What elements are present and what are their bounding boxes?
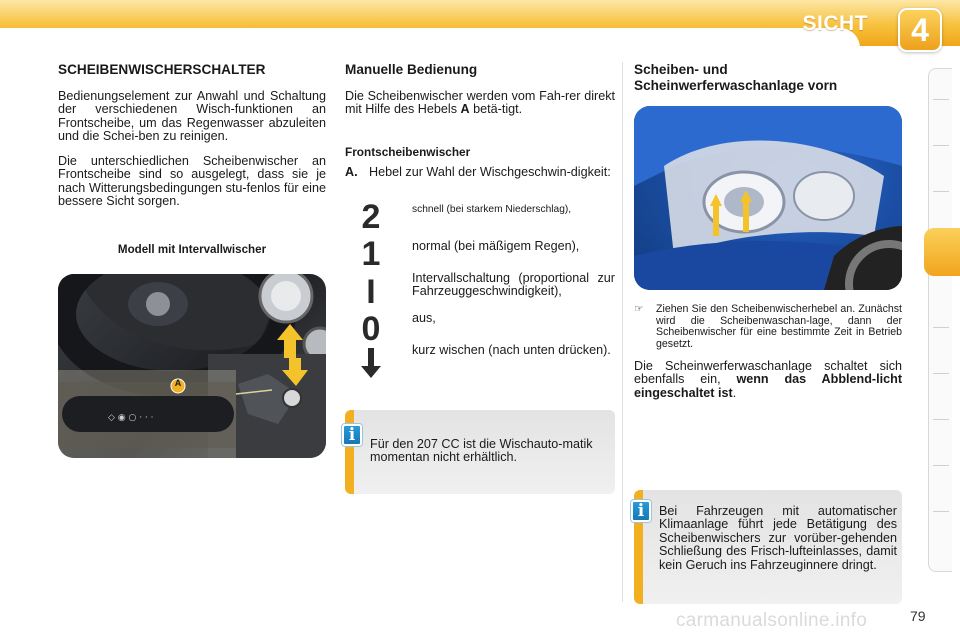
- headlamp-washer-condition: wenn das Abblend-licht eingeschaltet ist: [634, 372, 903, 400]
- speed-text-normal: normal (bei mäßigem Regen),: [412, 239, 580, 253]
- svg-text:◇ ◉ ○ · · ·: ◇ ◉ ○ · · ·: [108, 413, 154, 423]
- wiper-stalk-illustration: [58, 274, 326, 458]
- speed-text-interval: Intervallschaltung (proportional zur Fahrzeuggeschwindigkeit),: [412, 271, 615, 299]
- pointing-hand-icon: ☞: [634, 303, 644, 315]
- header-base: [0, 46, 960, 56]
- chapter-tab-strip: [928, 68, 952, 572]
- tab-divider: [933, 191, 949, 192]
- tab-divider: [933, 373, 949, 374]
- active-chapter-tab: [924, 228, 960, 276]
- stalk-label-a: A: [174, 378, 182, 388]
- manual-intro-end: betä-tigt.: [473, 102, 523, 117]
- tab-divider: [933, 419, 949, 420]
- speed-symbol-interval: I: [366, 273, 376, 311]
- subheading-front-wiper: Frontscheibenwischer: [345, 145, 471, 159]
- lever-a-reference: A: [460, 102, 470, 117]
- info-text-climate: Bei Fahrzeugen mit automatischer Klimaanlage führt jede Betätigung des Scheibenwischers zur vorüber-gehenden Schließung des Frisch-lufteinlasses, damit kein Geruch ins Fahrzeuginnere dringt.: [659, 504, 897, 572]
- section-heading-wiper-switch: SCHEIBENWISCHERSCHALTER: [58, 62, 266, 77]
- header-curve: [0, 28, 860, 48]
- headlamp-washer-photo: [634, 106, 902, 290]
- item-a-text: Hebel zur Wahl der Wischgeschwin-digkeit:: [369, 165, 611, 179]
- section-heading-washer-line1: Scheiben- und: [634, 62, 728, 77]
- photo-caption: Modell mit Intervallwischer: [117, 243, 267, 256]
- section-heading-washer-line2: Scheinwerferwaschanlage vorn: [634, 78, 838, 93]
- wiper-stalk-photo: [58, 274, 326, 458]
- intro-paragraph-2: Die unterschiedlichen Scheibenwischer an Frontscheibe sind so ausgelegt, dass sie je nach Witterungsbedingungen stu-fenlos für eine bessere Sicht sorgen.: [58, 154, 326, 209]
- page-number: 79: [910, 608, 926, 624]
- column-separator: [622, 62, 623, 602]
- tab-divider: [933, 511, 949, 512]
- speed-symbol-0: 0: [361, 310, 381, 348]
- tab-divider: [933, 465, 949, 466]
- headlamp-washer-paragraph: [634, 360, 902, 400]
- headlamp-washer-text: Die Scheinwerferwaschanlage schaltet sich ebenfalls ein,: [634, 359, 902, 387]
- item-marker-a: A.: [345, 165, 358, 179]
- tab-divider: [933, 327, 949, 328]
- info-text-207cc: Für den 207 CC ist die Wischauto-matik momentan nicht erhältlich.: [370, 437, 593, 465]
- washer-instruction: Ziehen Sie den Scheibenwischerhebel an. Zunächst wird die Scheibenwaschan-lage, dann der Scheibenwischer für eine bestimmte Zeit in Betrieb gesetzt.: [656, 303, 902, 350]
- speed-text-off: aus,: [412, 311, 436, 325]
- info-icon: i: [631, 500, 651, 522]
- intro-paragraph: Bedienungselement zur Anwahl und Schaltung der verschiedenen Wisch-funktionen an Frontscheibe, um das Regenwasser abzuleiten und die Schei-ben zu reinigen.: [58, 89, 326, 144]
- headlamp-washer-end: .: [732, 385, 737, 400]
- info-icon: i: [342, 424, 362, 446]
- arrow-down-icon: [358, 348, 384, 378]
- section-heading-manual-operation: Manuelle Bedienung: [345, 62, 478, 77]
- chapter-title: SICHT: [802, 12, 868, 35]
- manual-intro-text: Die Scheibenwischer werden vom Fah-rer direkt mit Hilfe des Hebels: [345, 89, 615, 117]
- manual-intro: [345, 90, 615, 117]
- speed-text-fast: schnell (bei starkem Niederschlag),: [412, 204, 572, 215]
- speed-symbol-2: 2: [361, 198, 381, 236]
- headlamp-illustration: [634, 106, 902, 290]
- watermark: carmanualsonline.info: [676, 610, 868, 631]
- speed-text-single-wipe: kurz wischen (nach unten drücken).: [412, 343, 611, 357]
- tab-divider: [933, 145, 949, 146]
- tab-divider: [933, 99, 949, 100]
- chapter-number-badge: 4: [898, 8, 942, 52]
- speed-symbol-1: 1: [361, 235, 381, 273]
